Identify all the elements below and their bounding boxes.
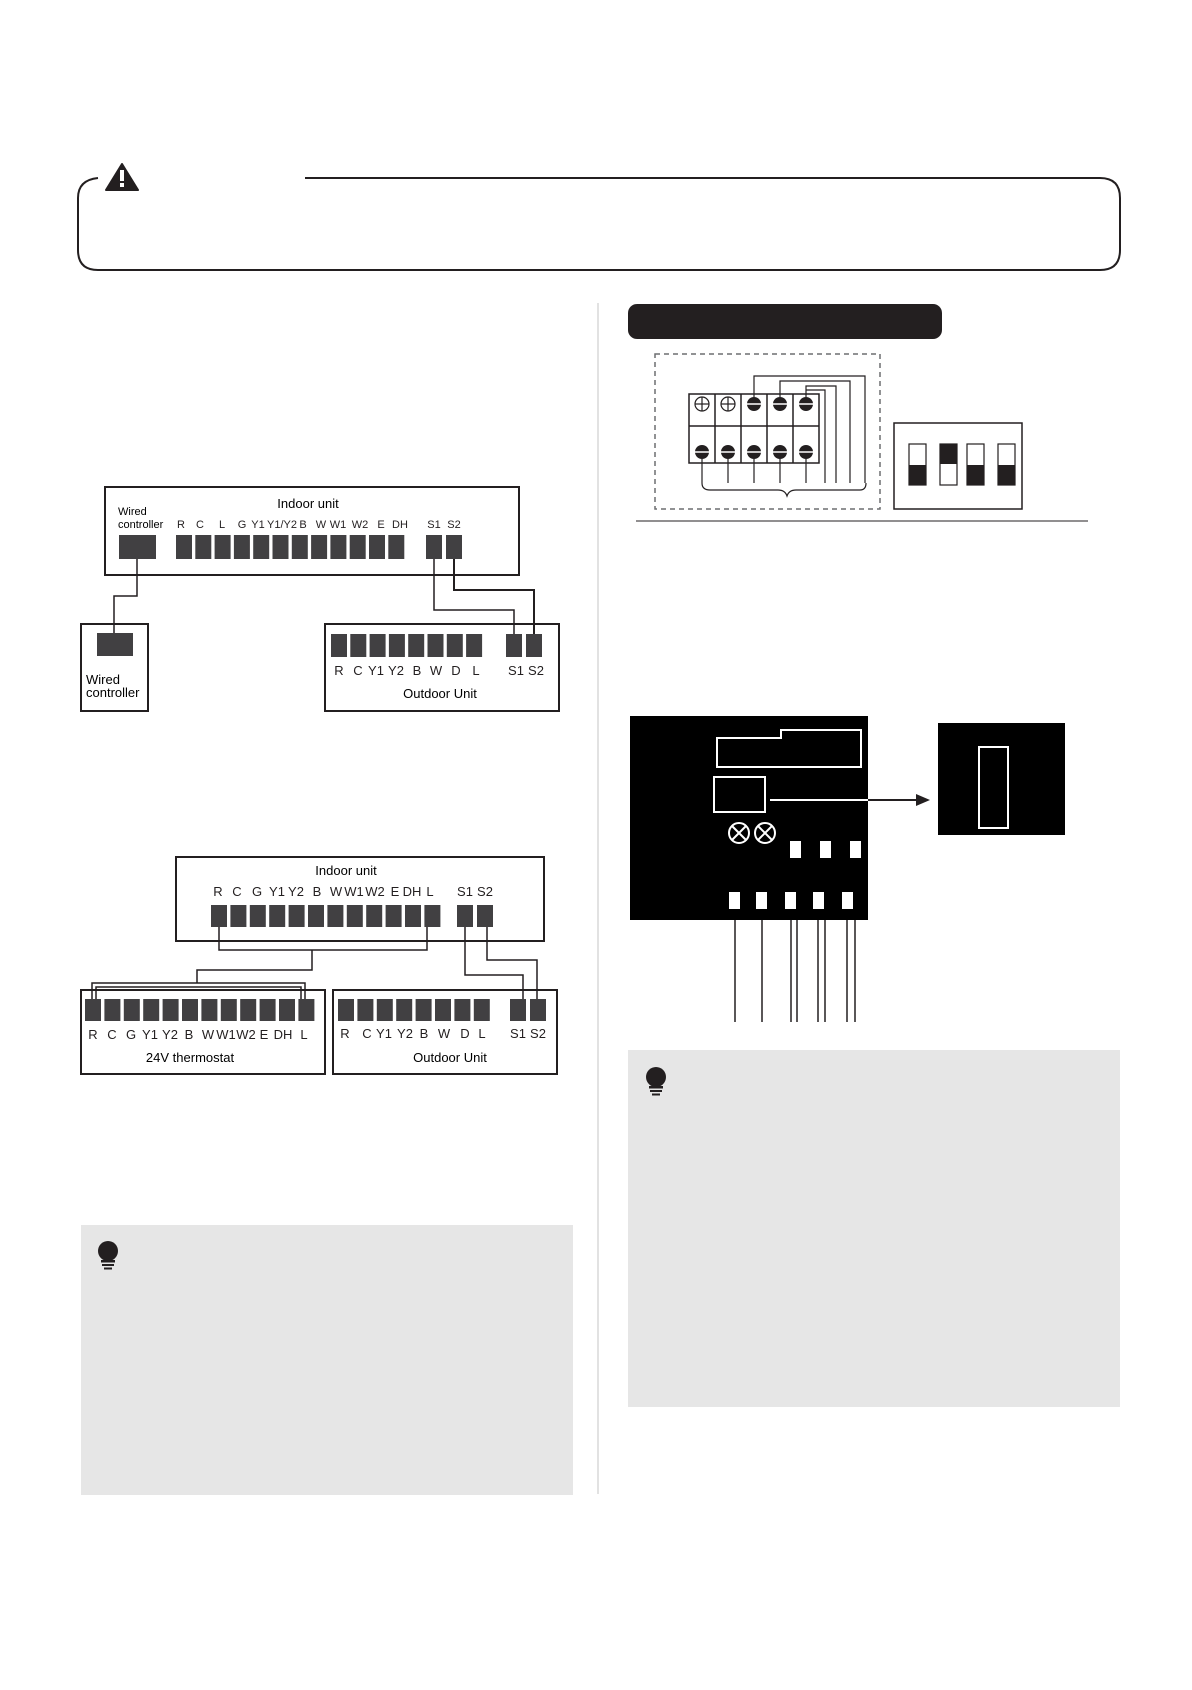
terminal-label: S2 xyxy=(447,519,461,531)
terminal-label: C xyxy=(353,663,363,678)
terminal-block xyxy=(366,905,382,927)
terminal-block xyxy=(311,535,327,559)
warning-triangle-icon xyxy=(106,164,138,190)
terminal-block xyxy=(405,905,421,927)
terminal-block xyxy=(369,535,385,559)
terminal-label: B xyxy=(312,884,322,899)
wiring-diagram-wired-controller xyxy=(81,487,559,711)
outdoor-s2-terminal xyxy=(526,634,542,657)
terminal-label: R xyxy=(177,519,185,531)
wired-controller-port-label-1: Wired xyxy=(118,506,147,518)
terminal-label: S2 xyxy=(477,884,493,899)
terminal-label: S1 xyxy=(510,1026,526,1041)
terminal-block xyxy=(269,905,285,927)
terminal-label: C xyxy=(362,1026,372,1041)
wired-controller-label-1: Wired xyxy=(86,672,120,687)
terminal-block xyxy=(377,999,393,1021)
note-background-left xyxy=(81,1225,573,1495)
terminal-label: R xyxy=(213,884,223,899)
terminal-block xyxy=(428,634,444,657)
terminal-label: Y1 xyxy=(269,884,285,899)
outdoor-unit-title: Outdoor Unit xyxy=(403,686,477,701)
terminal-label: L xyxy=(218,519,226,531)
outdoor-s2-terminal-2 xyxy=(530,999,546,1021)
terminal-label: G xyxy=(237,519,247,531)
terminal-label: W2 xyxy=(365,884,385,899)
s2-terminal-2 xyxy=(477,905,493,927)
terminal-label: C xyxy=(196,519,204,531)
terminal-block xyxy=(201,999,217,1021)
terminal-label: L xyxy=(472,663,480,678)
terminal-label: D xyxy=(451,663,461,678)
terminal-block xyxy=(408,634,424,657)
s1-terminal-2 xyxy=(457,905,473,927)
s1-terminal xyxy=(426,535,442,559)
terminal-block xyxy=(396,999,412,1021)
terminal-label: R xyxy=(88,1027,98,1042)
terminal-block xyxy=(308,905,324,927)
terminal-label: Y1 xyxy=(251,519,265,531)
terminal-label: DH xyxy=(392,519,408,531)
indoor-unit-title-2: Indoor unit xyxy=(315,863,377,878)
wiring-diagram-24v-thermostat xyxy=(81,857,557,1074)
outdoor-unit-title-2: Outdoor Unit xyxy=(413,1050,487,1065)
terminal-label: Y2 xyxy=(162,1027,178,1042)
terminal-label: W xyxy=(315,519,327,531)
terminal-label: W xyxy=(329,884,343,899)
terminal-block xyxy=(176,535,192,559)
wired-controller-port-label-2: controller xyxy=(118,519,164,531)
terminal-block xyxy=(292,535,308,559)
terminal-label: W1 xyxy=(329,519,347,531)
terminal-block xyxy=(466,634,482,657)
terminal-block xyxy=(143,999,159,1021)
terminal-label: E xyxy=(390,884,400,899)
terminal-block xyxy=(240,999,256,1021)
section-header-bar xyxy=(628,304,942,339)
terminal-block xyxy=(124,999,140,1021)
terminal-block xyxy=(250,905,266,927)
wired-controller-terminal xyxy=(119,535,156,559)
terminal-block xyxy=(330,535,346,559)
terminal-label: DH xyxy=(273,1027,293,1042)
indoor-unit-title: Indoor unit xyxy=(277,496,339,511)
terminal-label: DH xyxy=(402,884,422,899)
terminal-block xyxy=(386,905,402,927)
terminal-label: Y1 xyxy=(142,1027,158,1042)
terminal-label: W xyxy=(429,663,443,678)
terminal-block xyxy=(273,535,289,559)
switch-detail-panel xyxy=(938,723,1065,835)
terminal-label: G xyxy=(251,884,263,899)
terminal-block xyxy=(298,999,314,1021)
wired-controller-remote-terminal xyxy=(97,633,133,656)
terminal-label: Y1/Y2 xyxy=(267,519,297,531)
outdoor-s1-terminal-2 xyxy=(510,999,526,1021)
terminal-block xyxy=(104,999,120,1021)
terminal-block xyxy=(350,535,366,559)
terminal-label: L xyxy=(478,1026,486,1041)
s2-terminal xyxy=(446,535,462,559)
terminal-block xyxy=(370,634,386,657)
terminal-label: E xyxy=(259,1027,269,1042)
terminal-label: S1 xyxy=(457,884,473,899)
terminal-label: W xyxy=(437,1026,451,1041)
terminal-block xyxy=(234,535,250,559)
terminal-label: R xyxy=(334,663,344,678)
terminal-label: W1 xyxy=(216,1027,236,1042)
terminal-brace xyxy=(702,483,866,496)
terminal-label: Y2 xyxy=(397,1026,413,1041)
terminal-block xyxy=(447,634,463,657)
terminal-label: W2 xyxy=(351,519,369,531)
terminal-block xyxy=(289,905,305,927)
terminal-label: L xyxy=(426,884,434,899)
terminal-label: Y1 xyxy=(376,1026,392,1041)
note-box-right xyxy=(628,1050,1120,1407)
control-board-diagram xyxy=(630,716,1065,1022)
terminal-block xyxy=(347,905,363,927)
terminal-label: S2 xyxy=(528,663,544,678)
control-board xyxy=(630,716,868,920)
terminal-block xyxy=(327,905,343,927)
terminal-block xyxy=(182,999,198,1021)
terminal-label: B xyxy=(299,519,307,531)
terminal-block xyxy=(260,999,276,1021)
terminal-block xyxy=(389,634,405,657)
terminal-block xyxy=(230,905,246,927)
terminal-label: G xyxy=(125,1027,137,1042)
terminal-label: E xyxy=(377,519,385,531)
terminal-label: W2 xyxy=(236,1027,256,1042)
terminal-block xyxy=(195,535,211,559)
terminal-label: Y1 xyxy=(368,663,384,678)
terminal-label: D xyxy=(460,1026,470,1041)
terminal-block xyxy=(331,634,347,657)
terminal-label: S1 xyxy=(427,519,441,531)
terminal-block-diagram xyxy=(636,354,1088,521)
terminal-label: R xyxy=(340,1026,350,1041)
terminal-block xyxy=(474,999,490,1021)
terminal-label: S2 xyxy=(530,1026,546,1041)
terminal-block xyxy=(424,905,440,927)
note-box-left xyxy=(81,1225,573,1495)
terminal-label: B xyxy=(412,663,422,678)
terminal-block xyxy=(338,999,354,1021)
terminal-label: W xyxy=(201,1027,215,1042)
terminal-label: L xyxy=(300,1027,308,1042)
note-background-right xyxy=(628,1050,1120,1407)
thermostat-title: 24V thermostat xyxy=(145,1050,235,1065)
terminal-block xyxy=(215,535,231,559)
terminal-block xyxy=(416,999,432,1021)
terminal-label: B xyxy=(184,1027,194,1042)
arrow-right-icon xyxy=(916,794,930,806)
terminal-label: C xyxy=(232,884,242,899)
terminal-block xyxy=(435,999,451,1021)
terminal-block xyxy=(85,999,101,1021)
terminal-block xyxy=(454,999,470,1021)
terminal-block xyxy=(211,905,227,927)
terminal-block xyxy=(163,999,179,1021)
warning-banner xyxy=(78,164,1120,270)
terminal-block xyxy=(279,999,295,1021)
terminal-block xyxy=(221,999,237,1021)
board-leads xyxy=(735,920,855,1022)
terminal-label: B xyxy=(419,1026,429,1041)
outdoor-s1-terminal xyxy=(506,634,522,657)
terminal-block xyxy=(253,535,269,559)
terminal-label: W1 xyxy=(344,884,364,899)
terminal-block xyxy=(350,634,366,657)
terminal-label: Y2 xyxy=(388,663,404,678)
terminal-block xyxy=(357,999,373,1021)
wired-controller-label-2: controller xyxy=(86,685,140,700)
terminal-label: C xyxy=(107,1027,117,1042)
terminal-label: Y2 xyxy=(288,884,304,899)
terminal-block xyxy=(388,535,404,559)
terminal-label: S1 xyxy=(508,663,524,678)
